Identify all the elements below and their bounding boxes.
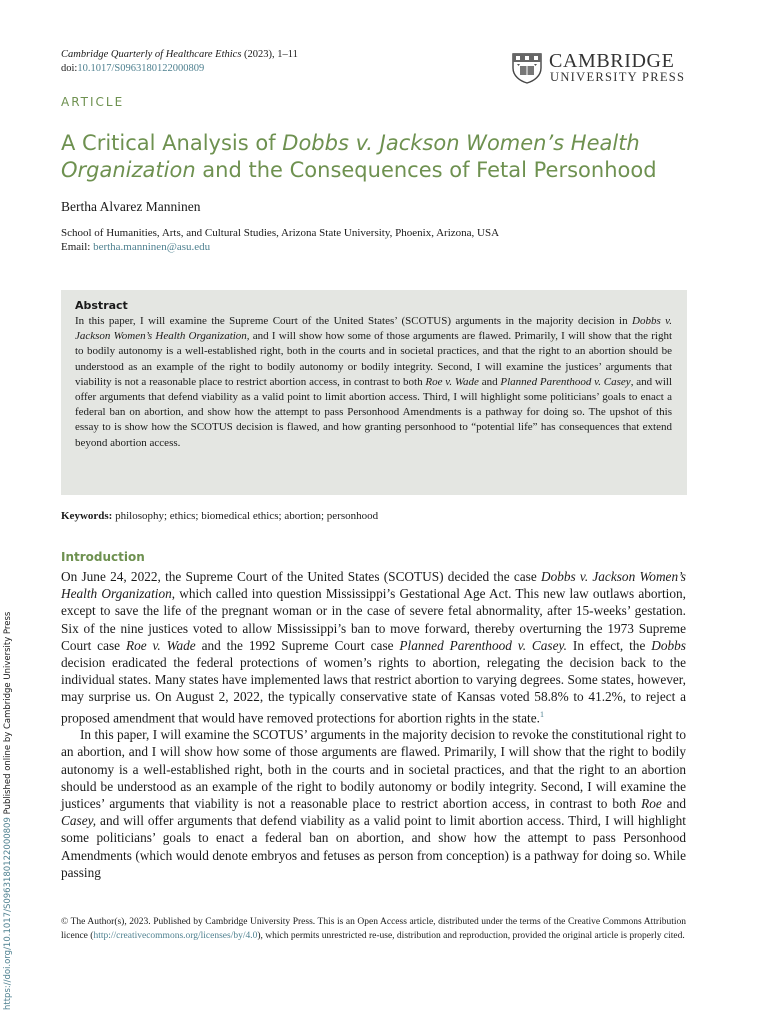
affiliation-text: School of Humanities, Arts, and Cultural Studies, Arizona State University, Phoenix, Arizona, USA [61,227,500,239]
cambridge-logo [511,52,687,86]
article-title [61,130,711,184]
side-doi-banner [3,612,13,1010]
abstract-box [61,290,687,495]
email-label: Email: [61,241,94,253]
publisher-press: UNIVERSITY PRESS [550,70,686,84]
copyright-footer: © The Author(s), 2023. Published by Cambridge University Press. This is an Open Access article, distributed under the terms of the Creative Commons Attribution licence (http://creativecommons.org/licenses/by/4.0), which permits unrestricted re-use, distribution and reproduction, provided the original article is properly cited. [61,917,686,941]
keywords-list: philosophy; ethics; biomedical ethics; abortion; personhood [112,510,379,522]
author-affiliation [61,226,721,254]
side-published-text: Published online by Cambridge University Press [3,611,13,818]
email-link[interactable]: bertha.manninen@asu.edu [93,241,211,253]
journal-year-pages: (2023), 1–11 [241,49,298,60]
journal-name: Cambridge Quarterly of Healthcare Ethics [61,49,242,60]
keywords-label: Keywords: [61,510,113,522]
article-type-label: ARTICLE [61,95,125,109]
doi-prefix: doi: [61,63,78,74]
publisher-name: CAMBRIDGE [549,50,675,72]
abstract-heading: Abstract [75,299,128,312]
side-doi-link[interactable]: https://doi.org/10.1017/S0963180122000809 [3,817,13,1010]
title-case-name: Dobbs v. Jackson Women’s Health Organization [61,131,640,182]
footnote-marker[interactable]: 1 [539,709,544,719]
paragraph-1: On June 24, 2022, the Supreme Court of the United States (SCOTUS) decided the case Dobbs v. Jackson Women’s Health Organization, which called into question Mississippi’s Gestational Age Act. This new law outlaws abortion, except to save the life of the pregnant woman or in the case of severe fetal abnormality, after 15-weeks’ gestation. Six of the nine justices voted to allow Mississippi’s ban to move forward, thereby overturning the 1973 Supreme Court case Roe v. Wade and the 1992 Supreme Court case Planned Parenthood v. Casey. In effect, the Dobbs decision eradicated the federal protections of women’s rights to abortion, relegating the decision back to the individual states. Many states have implemented laws that restrict abortion to varying degrees. Some states, however, may surprise us. On August 2, 2022, the typically conservative state of Kansas voted 58.8% to 41.2%, to reject a proposed amendment that would have removed protections for abortion rights in the state.$^1$ [61,569,686,726]
section-heading-introduction: Introduction [61,550,145,564]
cambridge-shield-icon [511,52,543,84]
body-text [61,568,686,881]
title-part-3: and the Consequences of Fetal Personhood [195,158,657,182]
author-name: Bertha Alvarez Manninen [61,199,201,214]
title-part-1: A Critical Analysis of [61,131,283,155]
abstract-text: In this paper, I will examine the Supreme Court of the United States’ (SCOTUS) arguments in the majority decision in Dobbs v. Jackson Women’s Health Organization, and I will show how some of those arguments are flawed. Primarily, I will show that the right to bodily autonomy is a well-established right, both in the courts and in societal practices, and that the right to an abortion should be understood as an example of the right to bodily autonomy or bodily integrity. Second, I will examine the justices’ arguments that viability is not a reasonable place to restrict abortion access, in contrast to both Roe v. Wade and Planned Parenthood v. Casey, and will offer arguments that defend viability as a valid point to limit abortion access. Third, I will highlight some politicians’ goals to enact a federal ban on abortion, and show how the attempt to pass Personhood Amendments is a pathway for doing so. The upshot of this essay to is show how the SCOTUS decision is flawed, and how granting personhood to “potential life” has consequences that extend beyond abortion access. [75,315,673,449]
keywords [61,510,378,522]
doi-link[interactable]: 10.1017/S0963180122000809 [77,63,205,74]
license-link[interactable]: http://creativecommons.org/licenses/by/4.0 [93,930,258,941]
journal-citation [61,48,298,76]
paragraph-2: In this paper, I will examine the SCOTUS’ arguments in the majority decision to revoke the constitutional right to an abortion, and I will show how some of those arguments are flawed. Primarily, I will show that the right to bodily autonomy is a well-established right, both in the courts and in societal practices, and that the right to an abortion should be understood as an example of the right to bodily autonomy or bodily integrity. Second, I will examine the justices’ arguments that viability is not a reasonable place to restrict abortion access, in contrast to both Roe and Casey, and will offer arguments that defend viability as a valid point to limit abortion access. Third, I will highlight some politicians’ goals to enact a federal ban on abortion, and show how the attempt to pass Personhood Amendments (which would denote embryos and fetuses as person from conception) is a pathway for doing so. While passing [61,727,687,880]
